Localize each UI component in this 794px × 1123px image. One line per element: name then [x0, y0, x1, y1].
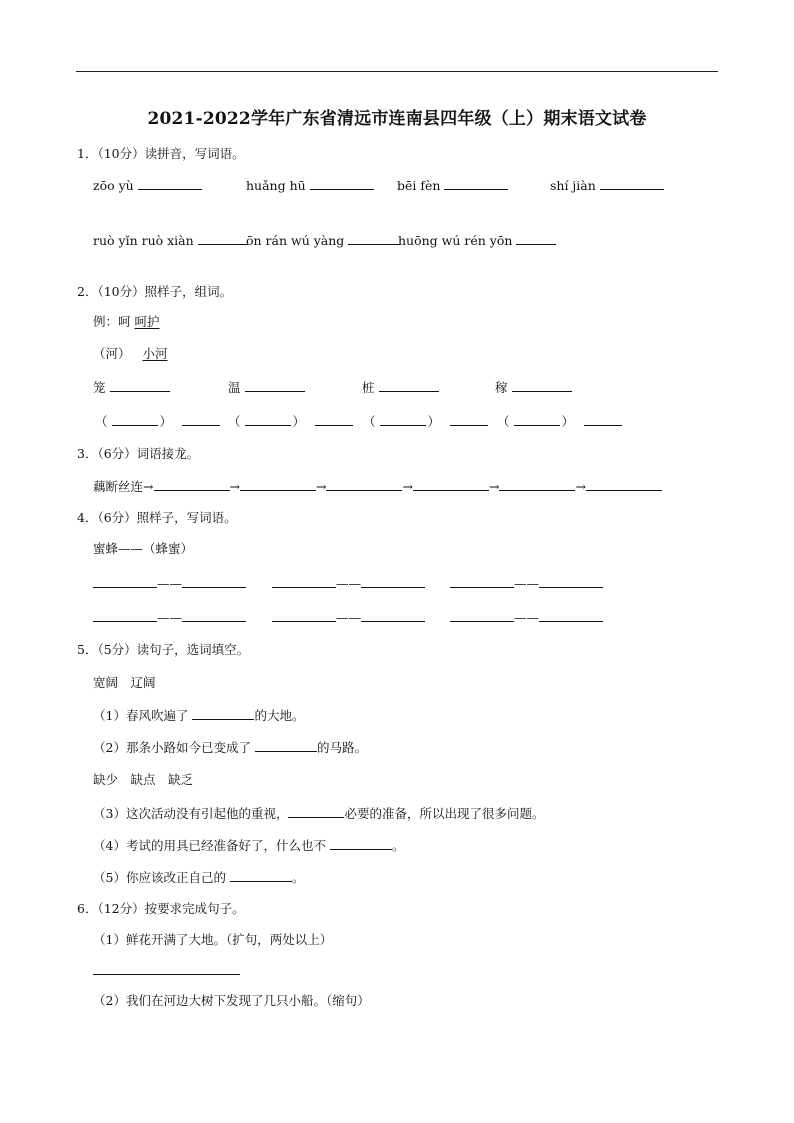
- answer-blank[interactable]: [516, 232, 556, 245]
- q2-char-3: 桩: [362, 379, 439, 396]
- q5-sentence-2: （2）那条小路如今已变成了 的马路。: [93, 740, 367, 755]
- q2-example: 例：呵 呵护: [93, 314, 160, 329]
- answer-blank[interactable]: [379, 379, 439, 392]
- chain-blank[interactable]: [499, 478, 575, 491]
- answer-blank[interactable]: [192, 707, 254, 720]
- chain-blank[interactable]: [586, 478, 662, 491]
- answer-blank[interactable]: [310, 177, 374, 190]
- q2-sample: （河） 小河: [93, 346, 168, 361]
- word-blank[interactable]: [182, 413, 220, 426]
- answer-blank[interactable]: [93, 609, 157, 622]
- q4-pair: ——: [450, 609, 603, 626]
- chain-blank[interactable]: [326, 478, 402, 491]
- answer-blank[interactable]: [348, 232, 400, 245]
- chain-blank[interactable]: [413, 478, 489, 491]
- q1-pinyin-5: ruò yǐn ruò xiàn: [93, 232, 248, 249]
- q5-sentence-3: （3）这次活动没有引起他的重视， 必要的准备，所以出现了很多问题。: [93, 806, 545, 821]
- q5-word-choices-1: 宽阔 辽阔: [93, 675, 156, 690]
- q1-pinyin-3: bēi fèn: [397, 177, 508, 194]
- word-blank[interactable]: [584, 413, 622, 426]
- answer-blank[interactable]: [539, 609, 603, 622]
- q2-paren-group-2: （ ）: [228, 413, 353, 430]
- answer-blank[interactable]: [361, 575, 425, 588]
- q6-sentence-1: （1）鲜花开满了大地。（扩句，两处以上）: [93, 932, 333, 947]
- answer-blank[interactable]: [245, 379, 305, 392]
- answer-blank[interactable]: [512, 379, 572, 392]
- q5-sentence-4: （4）考试的用具已经准备好了，什么也不 。: [93, 838, 405, 853]
- q5-header: 5．（5分）读句子，选词填空。: [77, 642, 250, 657]
- q5-word-choices-2: 缺少 缺点 缺乏: [93, 772, 194, 787]
- q5-sentence-1: （1）春风吹遍了 的大地。: [93, 708, 305, 723]
- answer-blank[interactable]: [230, 869, 292, 882]
- q4-pair: ——: [450, 575, 603, 592]
- q2-char-2: 温: [228, 379, 305, 396]
- word-blank[interactable]: [315, 413, 353, 426]
- q3-header: 3．（6分）词语接龙。: [77, 446, 200, 461]
- q5-sentence-5: （5）你应该改正自己的 。: [93, 870, 305, 885]
- paren-blank[interactable]: [514, 413, 560, 426]
- q2-paren-group-4: （ ）: [497, 413, 622, 430]
- answer-blank[interactable]: [450, 609, 514, 622]
- answer-blank[interactable]: [600, 177, 664, 190]
- q4-header: 4．（6分）照样子，写词语。: [77, 510, 237, 525]
- paren-blank[interactable]: [112, 413, 158, 426]
- answer-blank[interactable]: [450, 575, 514, 588]
- q3-chain: 藕断丝连→ → → → → →: [93, 478, 662, 495]
- answer-blank[interactable]: [272, 575, 336, 588]
- top-rule: [76, 71, 718, 72]
- paren-blank[interactable]: [245, 413, 291, 426]
- answer-line[interactable]: [93, 974, 240, 975]
- answer-blank[interactable]: [444, 177, 508, 190]
- word-blank[interactable]: [450, 413, 488, 426]
- q1-header: 1．（10分）读拼音，写词语。: [77, 146, 245, 161]
- chain-blank[interactable]: [154, 478, 230, 491]
- q6-sentence-2: （2）我们在河边大树下发现了几只小船。（缩句）: [93, 993, 370, 1008]
- chain-blank[interactable]: [240, 478, 316, 491]
- q1-pinyin-7: huōng wú rén yōn: [398, 232, 556, 249]
- q2-paren-group-3: （ ）: [363, 413, 488, 430]
- q1-pinyin-6: ōn rán wú yàng: [246, 232, 400, 249]
- answer-blank[interactable]: [539, 575, 603, 588]
- answer-blank[interactable]: [110, 379, 170, 392]
- answer-blank[interactable]: [330, 837, 392, 850]
- q2-header: 2．（10分）照样子，组词。: [77, 284, 233, 299]
- q4-pair: ——: [93, 609, 246, 626]
- q4-example: 蜜蜂——（蜂蜜）: [93, 541, 194, 556]
- answer-blank[interactable]: [138, 177, 202, 190]
- paren-blank[interactable]: [380, 413, 426, 426]
- answer-blank[interactable]: [93, 575, 157, 588]
- q4-pair: ——: [272, 609, 425, 626]
- q1-pinyin-4: shí jiàn: [550, 177, 664, 194]
- answer-blank[interactable]: [182, 575, 246, 588]
- answer-blank[interactable]: [361, 609, 425, 622]
- answer-blank[interactable]: [255, 739, 317, 752]
- answer-blank[interactable]: [272, 609, 336, 622]
- q2-char-4: 稼: [495, 379, 572, 396]
- q6-header: 6．（12分）按要求完成句子。: [77, 901, 245, 916]
- answer-blank[interactable]: [288, 805, 344, 818]
- q2-char-1: 笼: [93, 379, 170, 396]
- q1-pinyin-2: huǎng hū: [246, 177, 374, 194]
- answer-blank[interactable]: [182, 609, 246, 622]
- q4-pair: ——: [93, 575, 246, 592]
- q2-paren-group-1: （ ）: [95, 413, 220, 430]
- page-title: 2021-2022学年广东省清远市连南县四年级（上）期末语文试卷: [147, 109, 647, 129]
- q1-pinyin-1: zōo yù: [93, 177, 202, 194]
- q4-pair: ——: [272, 575, 425, 592]
- answer-blank[interactable]: [198, 232, 248, 245]
